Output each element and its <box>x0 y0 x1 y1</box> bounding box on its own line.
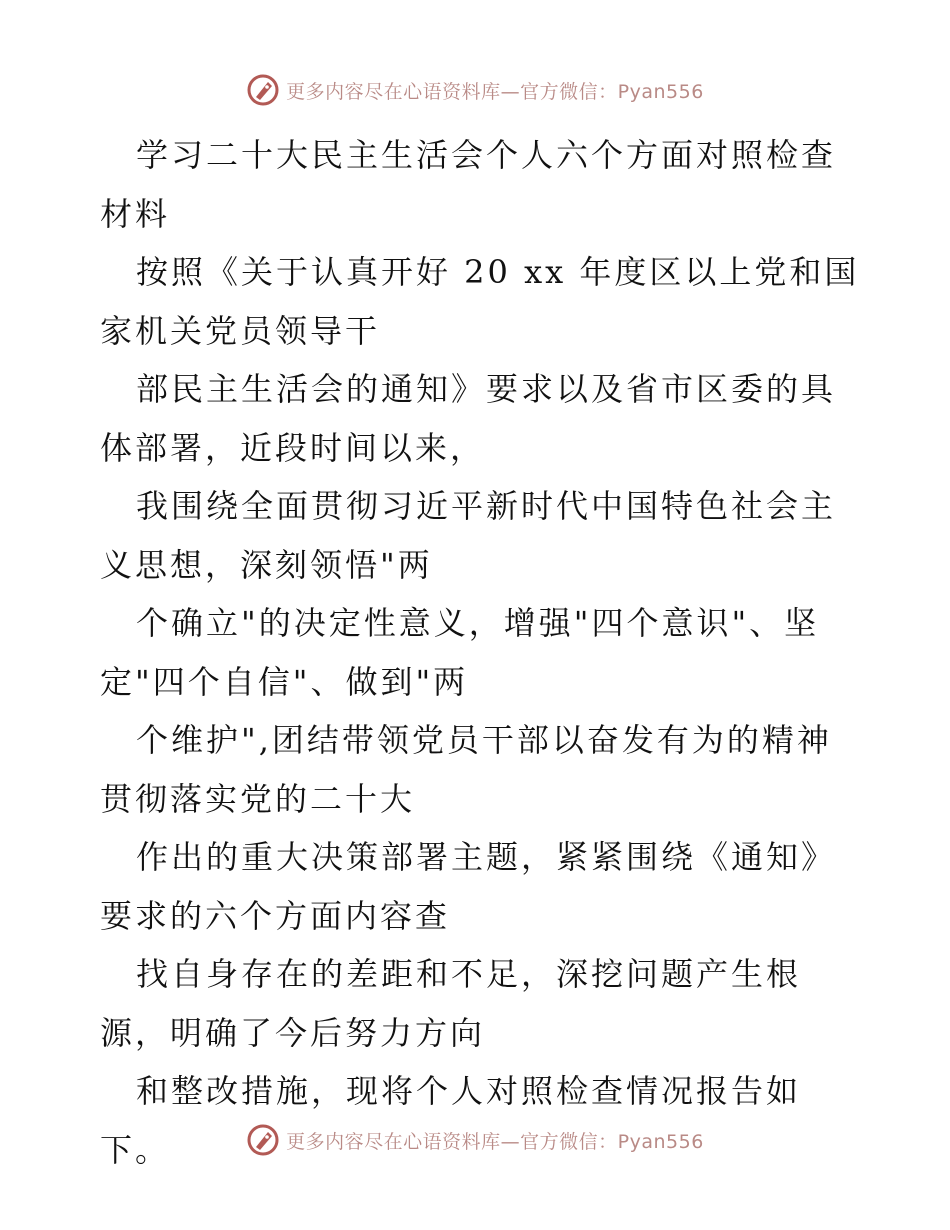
paragraph: 作出的重大决策部署主题，紧紧围绕《通知》要求的六个方面内容查 <box>100 838 837 935</box>
pen-nib-logo-icon <box>246 1123 280 1157</box>
pen-nib-logo-icon <box>246 73 280 107</box>
document-body <box>100 126 860 1179</box>
paragraph: 和整改措施，现将个人对照检查情况报告如下。 <box>100 1072 802 1169</box>
paragraph: 找自身存在的差距和不足，深挖问题产生根源，明确了今后努力方向 <box>100 955 802 1052</box>
paragraph: 我围绕全面贯彻习近平新时代中国特色社会主义思想，深刻领悟"两 <box>100 487 837 584</box>
header-watermark <box>0 70 950 110</box>
paragraph: 个维护",团结带领党员干部以奋发有为的精神贯彻落实党的二十大 <box>100 721 832 818</box>
footer-watermark <box>0 1120 950 1160</box>
watermark-text: 更多内容尽在心语资料库—官方微信：Pyan556 <box>286 1130 704 1153</box>
paragraph: 部民主生活会的通知》要求以及省市区委的具体部署，近段时间以来， <box>100 370 837 467</box>
document-title: 学习二十大民主生活会个人六个方面对照检查材料 <box>100 136 837 233</box>
watermark-text: 更多内容尽在心语资料库—官方微信：Pyan556 <box>286 80 704 103</box>
paragraph: 个确立"的决定性意义，增强"四个意识"、坚定"四个自信"、做到"两 <box>100 604 820 701</box>
paragraph: 按照《关于认真开好 20 xx 年度区以上党和国家机关党员领导干 <box>100 253 860 350</box>
